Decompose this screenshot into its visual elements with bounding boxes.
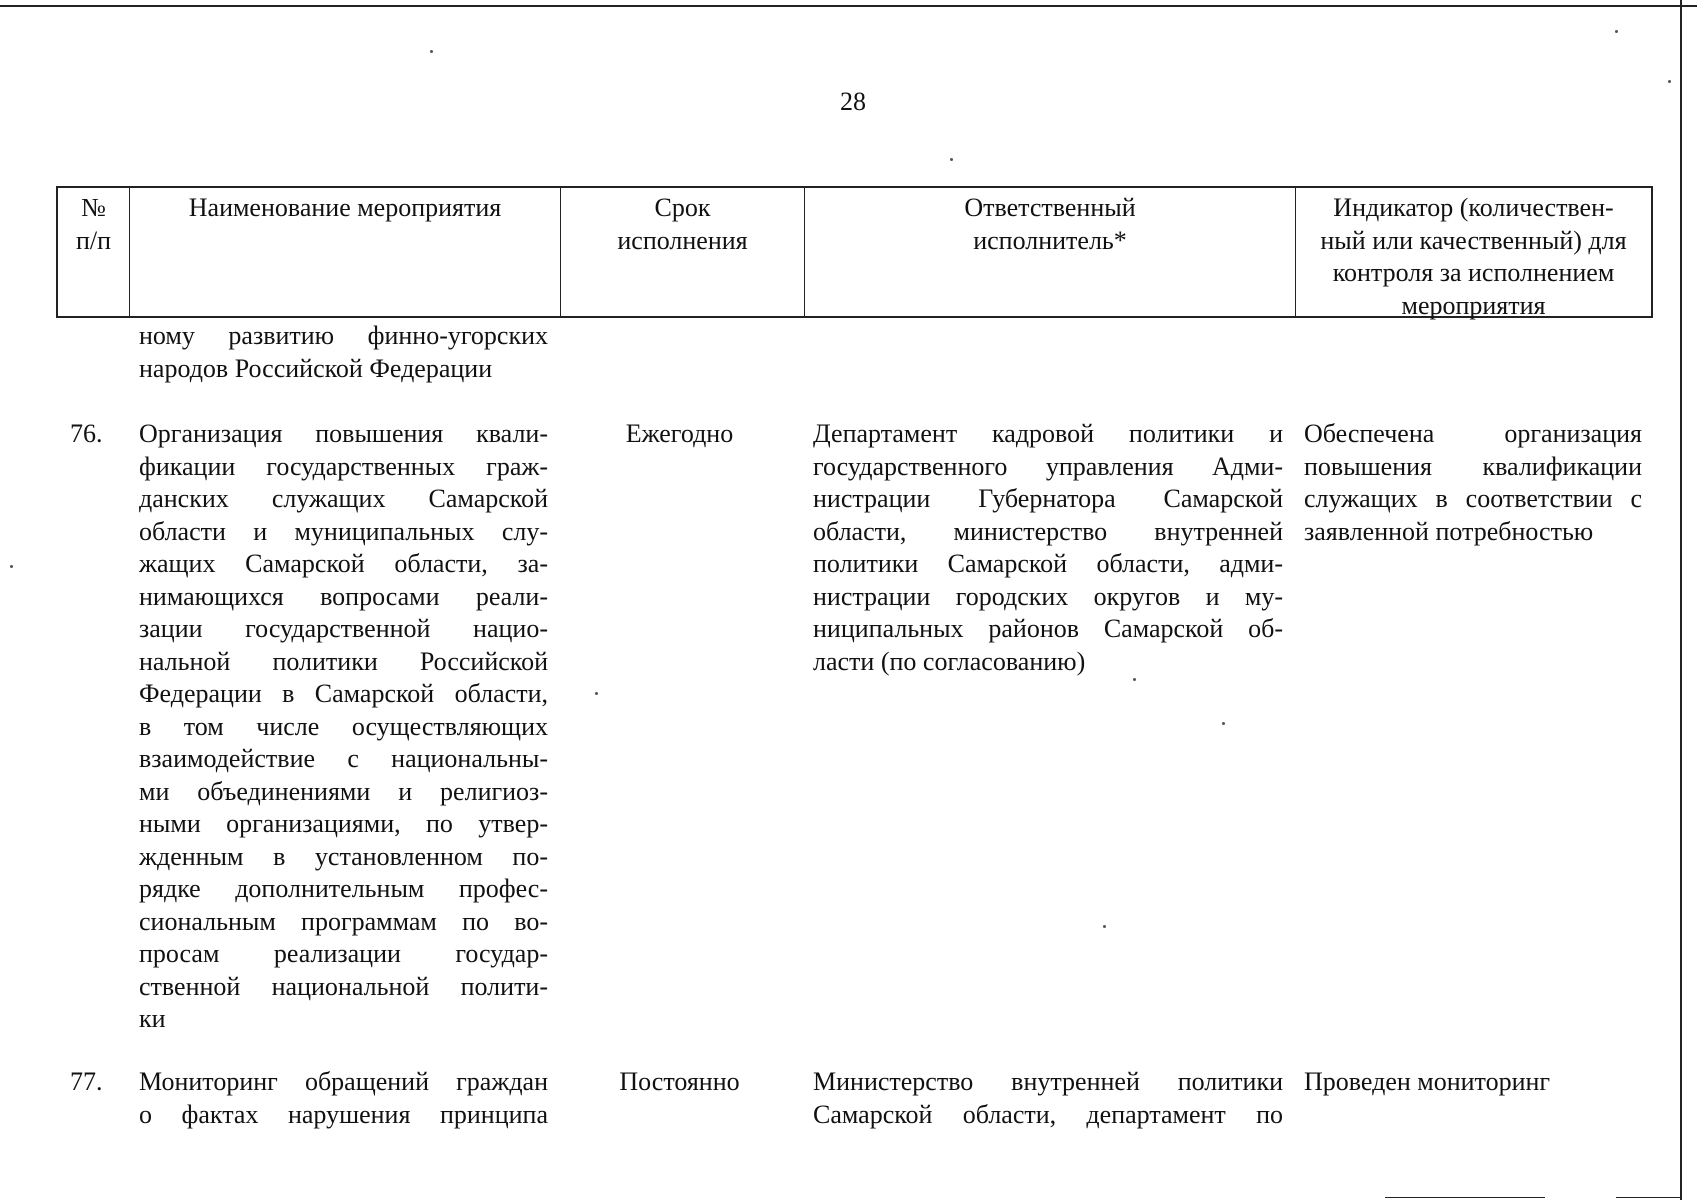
header-name [130,188,561,316]
text-line: области и муниципальных слу- [139,516,548,546]
scan-speck [950,158,953,161]
row-number: 77. [70,1067,103,1096]
text-line: нистрации городских округов и му- [813,581,1283,611]
header-num-line: № [81,193,106,222]
scan-speck [1615,30,1618,33]
text-line: Министерство внутренней политики [813,1067,1283,1096]
text-line: Федерации в Самарской области, [139,679,548,708]
header-indicator-line: мероприятия [1401,290,1546,320]
text-line: жащих Самарской области, за- [139,549,548,578]
text-line: служащих в соответствии с [1304,484,1642,513]
header-indicator-line: контроля за исполнением [1332,258,1615,287]
scan-speck [1668,80,1671,83]
scan-border-top [0,5,1697,7]
scan-border-bottom-b [1616,1197,1680,1198]
text-line: сиональным программам по во- [139,906,548,936]
row-76-indicator [1304,418,1642,548]
text-line: области, министерство внутренней [813,516,1283,546]
header-indicator-line: Индикатор (количествен- [1333,193,1614,222]
row-76-name [139,418,548,1036]
text-line: данских служащих Самарской [139,484,548,513]
row-77-term [557,1066,802,1099]
text-line: о фактах нарушения принципа [139,1099,548,1129]
text-line: ки [139,1004,166,1033]
text-line: Департамент кадровой политики и [813,419,1283,448]
header-term [561,188,805,316]
text-line: ственной национальной полити- [139,971,548,1001]
header-num [58,188,130,316]
scan-speck [1103,925,1106,928]
scan-border-bottom-a [1385,1197,1545,1198]
text-line: заявленной потребностью [1304,516,1594,546]
scan-speck [1133,678,1136,681]
scan-speck [430,50,433,53]
text-line: фикации государственных граж- [139,451,548,481]
text-line: Мониторинг обращений граждан [139,1067,548,1096]
header-indicator [1296,188,1651,320]
text-line: рядке дополнительным профес- [139,874,548,903]
text-line: ниципальных районов Самарской об- [813,614,1283,643]
header-term-line: Срок [654,193,711,222]
header-indicator-line: ный или качественный) для [1320,225,1627,255]
text-line: политики Самарской области, адми- [813,549,1283,578]
text-line: Организация повышения квали- [139,419,548,448]
row-77-indicator [1304,1066,1642,1099]
header-term-line: исполнения [617,225,748,255]
text-line: ми объединениями и религиоз- [139,776,548,806]
text-line: взаимодействие с национальны- [139,744,548,773]
header-num-line: п/п [75,225,112,255]
text-line: просам реализации государ- [139,939,548,968]
header-responsible-line: исполнитель* [973,225,1127,255]
text-line: Постоянно [619,1067,740,1096]
text-line: зации государственной нацио- [139,614,548,643]
row-number: 76. [70,419,103,448]
text-line: Обеспечена организация [1304,419,1642,448]
text-line: в том числе осуществляющих [139,711,548,741]
scan-speck [1222,722,1225,725]
row-77-responsible [813,1066,1283,1131]
text-line: ному развитию финно-угорских [139,321,548,350]
text-line: нистрации Губернатора Самарской [813,484,1283,513]
text-line: народов Российской Федерации [139,353,493,383]
text-line: жденным в установленном по- [139,841,548,871]
row-76-number [56,418,126,451]
text-line: Ежегодно [625,419,734,448]
row-76-term [557,418,802,451]
row-77-number [56,1066,126,1099]
text-line: нимающихся вопросами реали- [139,581,548,611]
text-line: Самарской области, департамент по [813,1099,1283,1129]
text-line: нальной политики Российской [139,646,548,676]
text-line: Проведен мониторинг [1304,1067,1551,1096]
scan-speck [10,565,13,568]
text-line: государственного управления Адми- [813,451,1283,481]
table-header [56,186,1653,318]
row-77-name [139,1066,548,1131]
header-responsible-line: Ответственный [964,193,1136,222]
text-line: ными организациями, по утвер- [139,809,548,838]
row-76-responsible [813,418,1283,678]
scan-border-right [1680,0,1682,1200]
text-line: повышения квалификации [1304,451,1642,481]
header-responsible [805,188,1296,316]
text-line: ласти (по согласованию) [813,646,1086,676]
page-number: 28 [840,87,866,116]
scan-speck [595,692,598,695]
continuation-text [139,320,548,385]
header-name-line: Наименование мероприятия [188,193,502,222]
